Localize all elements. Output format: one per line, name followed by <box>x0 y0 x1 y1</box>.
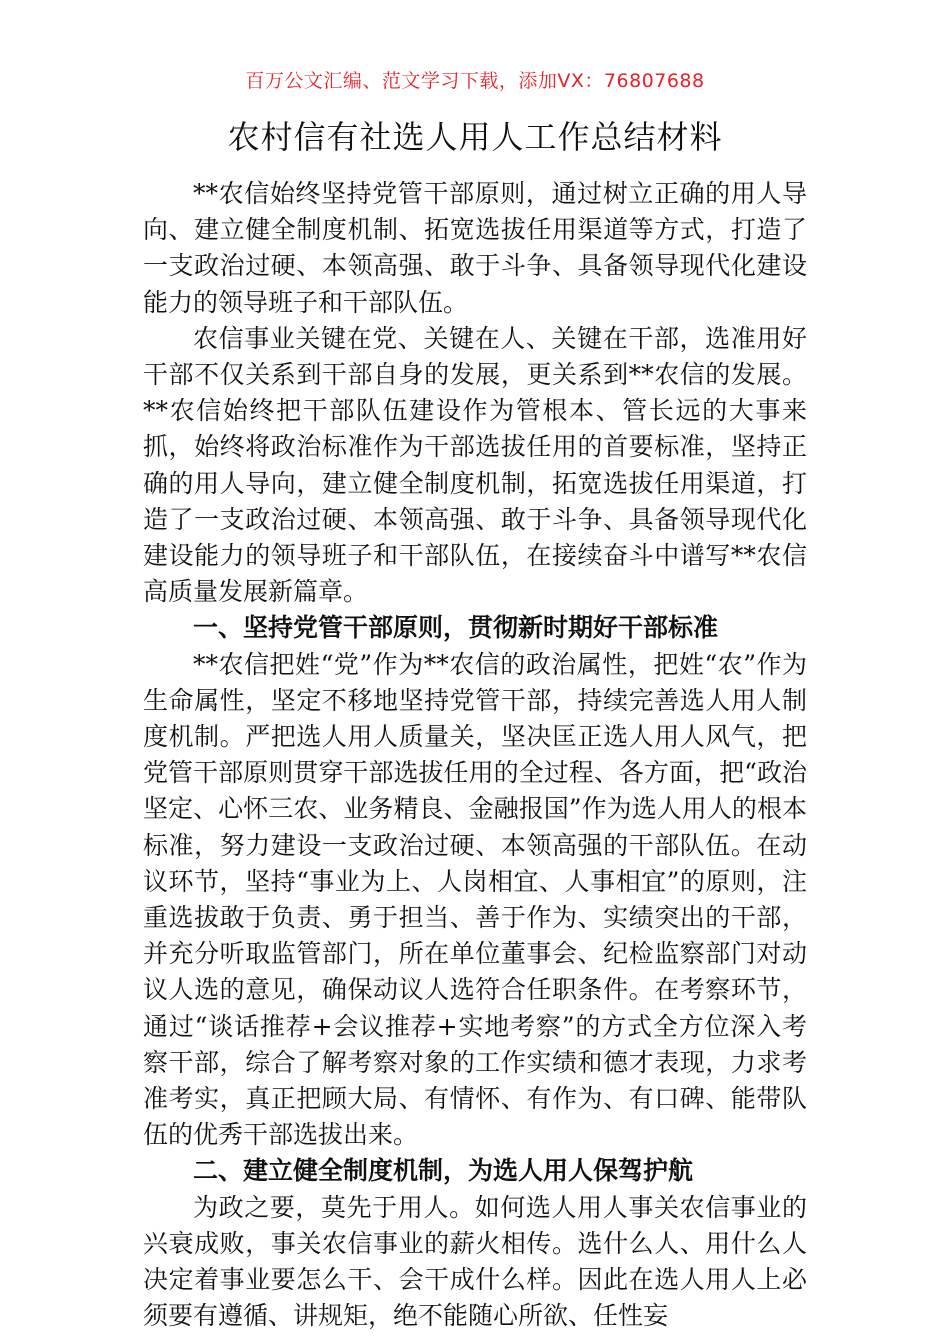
section-2-heading: 二、建立健全制度机制，为选人用人保驾护航 <box>193 1156 694 1186</box>
overview-paragraph: 农信事业关键在党、关键在人、关键在干部，选准用好干部不仅关系到干部自身的发展，更关系到**农信的发展。**农信始终把干部队伍建设作为管根本、管长远的大事来抓，始终将政治标准作为干部选拔任用的首要标准，坚持正确的用人导向，建立健全制度机制，拓宽选拔任用渠道，打造了一支政治过硬、本领高强、敢于斗争、具备领导现代化建设能力的领导班子和干部队伍，在接续奋斗中谱写**农信高质量发展新篇章。 <box>143 323 807 607</box>
section-1-heading: 一、坚持党管干部原则，贯彻新时期好干部标准 <box>193 613 719 643</box>
section-1-paragraph: **农信把姓“党”作为**农信的政治属性，把姓“农”作为生命属性，坚定不移地坚持党管干部，持续完善选人用人制度机制。严把选人用人质量关，坚决匡正选人用人风气，把党管干部原则贯穿干部选拔任用的全过程、各方面，把“政治坚定、心怀三农、业务精良、金融报国”作为选人用人的根本标准，努力建设一支政治过硬、本领高强的干部队伍。在动议环节，坚持“事业为上、人岗相宜、人事相宜”的原则，注重选拔敢于负责、勇于担当、善于作为、实绩突出的干部，并充分听取监管部门，所在单位董事会、纪检监察部门对动议人选的意见，确保动议人选符合任职条件。在考察环节，通过“谈话推荐+会议推荐+实地考察”的方式全方位深入考察干部，综合了解考察对象的工作实绩和德才表现，力求考准考实，真正把顾大局、有情怀、有作为、有口碑、能带队伍的优秀干部选拔出来。 <box>143 649 807 1150</box>
section-2-paragraph: 为政之要，莫先于用人。如何选人用人事关农信事业的兴衰成败，事关农信事业的薪火相传。选什么人、用什么人决定着事业要怎么干、会干成什么样。因此在选人用人上必须要有遵循、讲规矩，绝不能随心所欲、任性妄 <box>143 1192 807 1331</box>
watermark-banner: 百万公文汇编、范文学习下载，添加VX：76807688 <box>245 70 705 92</box>
document-body <box>143 176 807 1335</box>
intro-paragraph: **农信始终坚持党管干部原则，通过树立正确的用人导向、建立健全制度机制、拓宽选拔任用渠道等方式，打造了一支政治过硬、本领高强、敢于斗争、具备领导现代化建设能力的领导班子和干部队伍。 <box>143 179 807 317</box>
document-title: 农村信有社选人用人工作总结材料 <box>227 118 723 156</box>
